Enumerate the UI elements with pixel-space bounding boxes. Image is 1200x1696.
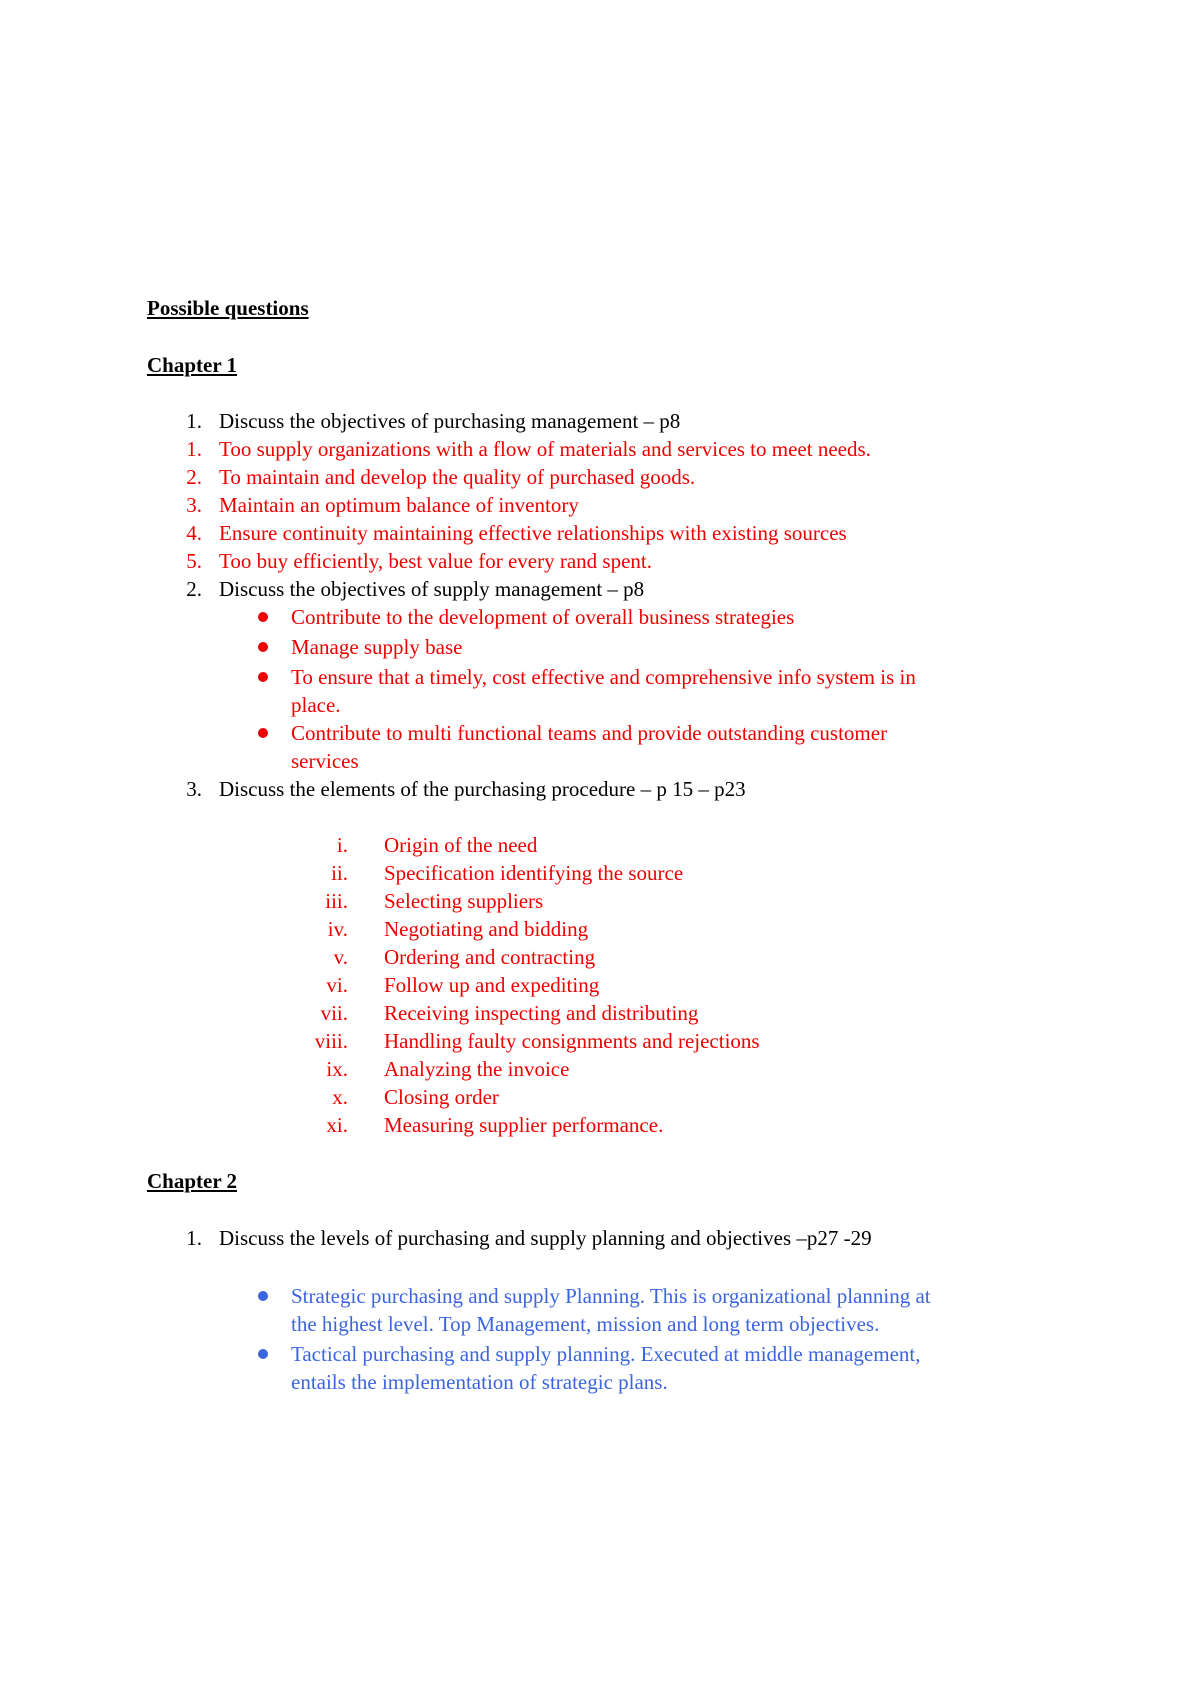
element-numeral: iii.: [325, 889, 348, 913]
element-numeral: xi.: [326, 1113, 348, 1137]
bullet-text: Contribute to multi functional teams and provide outstanding customer: [291, 721, 888, 745]
element-numeral: x.: [332, 1085, 348, 1109]
question-text: Discuss the elements of the purchasing procedure – p 15 – p23: [219, 777, 746, 801]
element-text: Selecting suppliers: [384, 889, 544, 913]
question-number: 2.: [186, 577, 202, 601]
answer-text: Too supply organizations with a flow of materials and services to meet needs.: [219, 437, 871, 461]
element-numeral: iv.: [327, 917, 348, 941]
bullet-text-continuation: the highest level. Top Management, mission and long term objectives.: [291, 1312, 880, 1336]
bullet-text: Manage supply base: [291, 635, 463, 659]
element-text: Negotiating and bidding: [384, 917, 589, 941]
question-number: 3.: [186, 777, 202, 801]
bullet-text-continuation: entails the implementation of strategic plans.: [291, 1370, 668, 1394]
element-numeral: viii.: [314, 1029, 348, 1053]
question-text: Discuss the levels of purchasing and supply planning and objectives –p27 -29: [219, 1226, 872, 1250]
bullet-icon: [258, 612, 268, 622]
element-text: Measuring supplier performance.: [384, 1113, 664, 1137]
bullet-text: Strategic purchasing and supply Planning. This is organizational planning at: [291, 1284, 931, 1308]
answer-text: Maintain an optimum balance of inventory: [219, 493, 579, 517]
element-numeral: i.: [336, 833, 348, 857]
element-text: Analyzing the invoice: [384, 1057, 570, 1081]
bullet-text-continuation: services: [291, 749, 359, 773]
element-text: Follow up and expediting: [384, 973, 600, 997]
answer-text: Too buy efficiently, best value for every rand spent.: [219, 549, 652, 573]
page-title: Possible questions: [147, 296, 309, 320]
element-text: Closing order: [384, 1085, 499, 1109]
element-text: Handling faulty consignments and rejections: [384, 1029, 760, 1053]
bullet-icon: [258, 1291, 268, 1301]
bullet-icon: [258, 1349, 268, 1359]
answer-number: 1.: [186, 437, 202, 461]
answer-number: 4.: [186, 521, 202, 545]
question-number: 1.: [186, 1226, 202, 1250]
answer-text: Ensure continuity maintaining effective relationships with existing sources: [219, 521, 847, 545]
bullet-text-continuation: place.: [291, 693, 341, 717]
answer-number: 5.: [186, 549, 202, 573]
answer-text: To maintain and develop the quality of purchased goods.: [219, 465, 696, 489]
element-text: Specification identifying the source: [384, 861, 684, 885]
question-text: Discuss the objectives of purchasing management – p8: [219, 409, 681, 433]
element-numeral: v.: [333, 945, 348, 969]
element-numeral: ix.: [326, 1057, 348, 1081]
answer-number: 3.: [186, 493, 202, 517]
bullet-icon: [258, 642, 268, 652]
bullet-icon: [258, 672, 268, 682]
element-numeral: ii.: [331, 861, 348, 885]
element-text: Receiving inspecting and distributing: [384, 1001, 699, 1025]
chapter-2-heading: Chapter 2: [147, 1169, 238, 1193]
bullet-text: To ensure that a timely, cost effective and comprehensive info system is in: [291, 665, 916, 689]
bullet-text: Tactical purchasing and supply planning. Executed at middle management,: [291, 1342, 921, 1366]
question-number: 1.: [186, 409, 202, 433]
bullet-text: Contribute to the development of overall business strategies: [291, 605, 795, 629]
chapter-1-heading: Chapter 1: [147, 353, 238, 377]
bullet-icon: [258, 728, 268, 738]
element-numeral: vi.: [326, 973, 348, 997]
element-numeral: vii.: [320, 1001, 348, 1025]
element-text: Ordering and contracting: [384, 945, 596, 969]
question-text: Discuss the objectives of supply management – p8: [219, 577, 645, 601]
element-text: Origin of the need: [384, 833, 538, 857]
answer-number: 2.: [186, 465, 202, 489]
